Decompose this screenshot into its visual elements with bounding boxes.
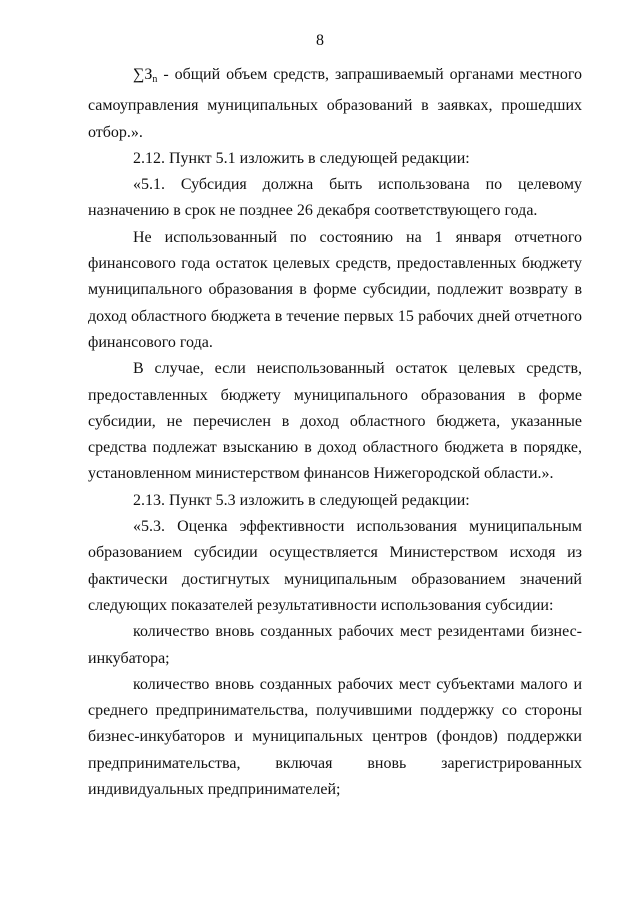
sum-subscript: n xyxy=(152,74,158,85)
paragraph-indicator-residents: количество вновь созданных рабочих мест резидентами бизнес-инкубатора; xyxy=(88,623,582,667)
paragraph-indicator-sme: количество вновь созданных рабочих мест субъектами малого и среднего предпринимательства, получившими поддержку со стороны бизнес-инкубаторов и муниципальных центров (фондов) поддержки предпринимательства, включая вновь зарегистрированных индивидуальных предпринимателей; xyxy=(88,675,582,799)
paragraph-clause-2-13: 2.13. Пункт 5.3 изложить в следующей редакции: xyxy=(133,491,470,509)
paragraph-recovery: В случае, если неиспользованный остаток целевых средств, предоставленных бюджету муниципального образования в форме субсидии, не перечислен в доход областного бюджета, указанные средства подлежат взысканию в доход областного бюджета в порядке, установленном министерством финансов Нижегородской области.». xyxy=(88,360,582,483)
paragraph-clause-2-12: 2.12. Пункт 5.1 изложить в следующей редакции: xyxy=(133,149,470,167)
paragraph-item-5-1: «5.1. Субсидия должна быть использована по целевому назначению в срок не позднее 26 декабря соответствующего года. xyxy=(88,176,582,220)
sum-symbol: ∑З xyxy=(133,66,153,83)
document-body xyxy=(88,62,582,803)
page-number: 8 xyxy=(316,32,324,49)
paragraph-unused-balance: Не использованный по состоянию на 1 января отчетного финансового года остаток целевых средств, предоставленных бюджету муниципального образования в форме субсидии, подлежит возврату в доход областного бюджета в течение первых 15 рабочих дней отчетного финансового года. xyxy=(88,228,582,351)
paragraph-formula-definition xyxy=(88,62,582,146)
paragraph-item-5-3: «5.3. Оценка эффективности использования муниципальным образованием субсидии осуществляется Министерством исходя из фактически достигнутых муниципальным образованием значений следующих показателей результативности использования субсидии: xyxy=(88,518,582,614)
formula-definition-text: - общий объем средств, запрашиваемый органами местного самоуправления муниципальных образований в заявках, прошедших отбор.». xyxy=(88,66,582,141)
